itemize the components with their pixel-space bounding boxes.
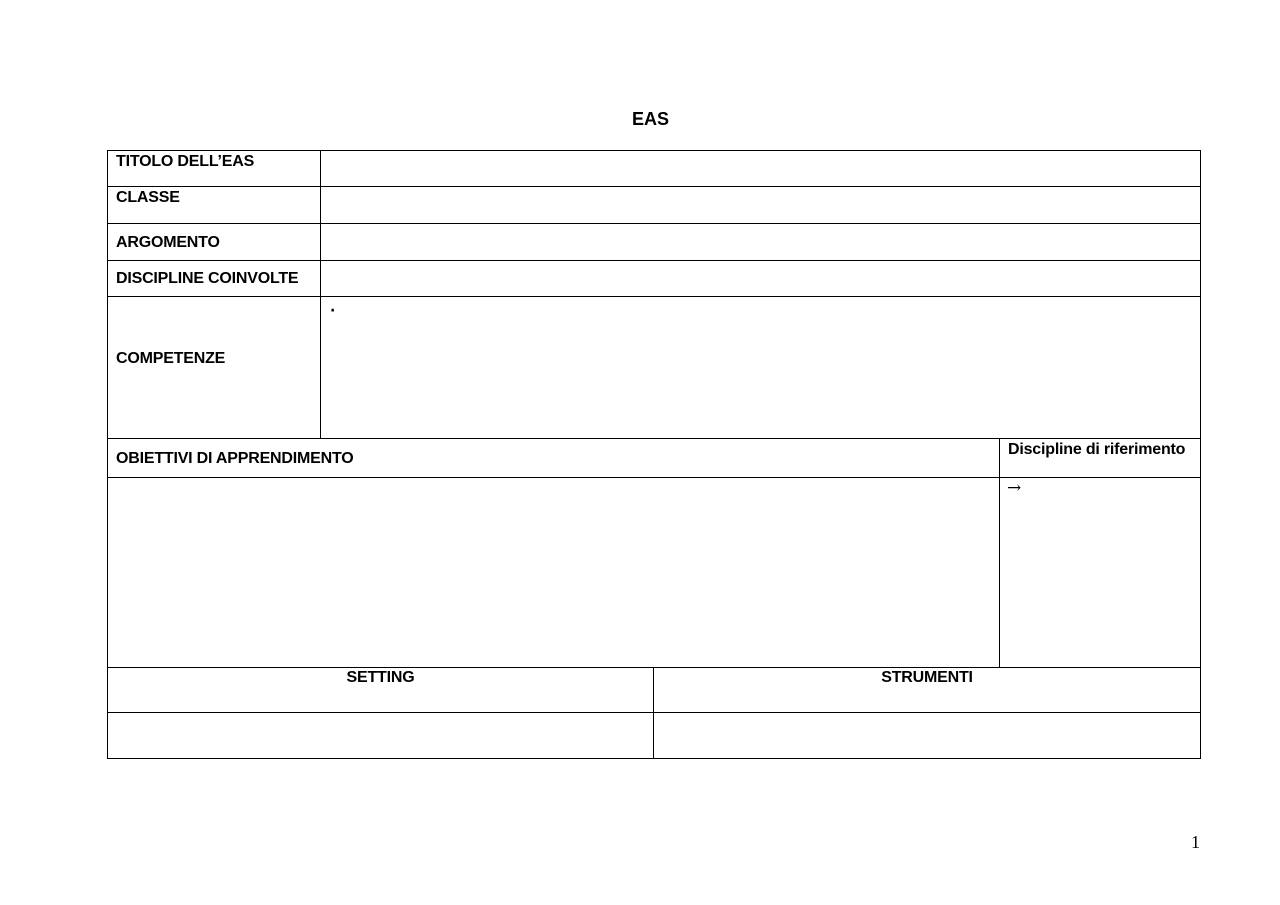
arrow-icon: → xyxy=(1007,478,1022,498)
obiettivi-label: OBIETTIVI DI APPRENDIMENTO xyxy=(116,450,354,467)
titolo-label: TITOLO DELL’EAS xyxy=(116,153,255,170)
discipline-coinvolte-field[interactable] xyxy=(321,261,1200,296)
row-divider xyxy=(107,438,1201,439)
argomento-label: ARGOMENTO xyxy=(116,234,220,251)
competenze-field[interactable] xyxy=(321,297,1200,438)
setting-label: SETTING xyxy=(346,669,415,686)
strumenti-label: STRUMENTI xyxy=(881,669,973,686)
discipline-riferimento-label: Discipline di riferimento xyxy=(1008,441,1186,458)
classe-field[interactable] xyxy=(321,187,1200,223)
document-title: EAS xyxy=(631,109,669,129)
competenze-bullet: · xyxy=(330,303,336,319)
titolo-field[interactable] xyxy=(321,151,1200,186)
discipline-coinvolte-label: DISCIPLINE COINVOLTE xyxy=(116,270,299,287)
competenze-label: COMPETENZE xyxy=(116,350,226,367)
obiettivi-field[interactable] xyxy=(108,478,999,667)
page-number: 1 xyxy=(1191,832,1200,852)
setting-field[interactable] xyxy=(108,713,653,758)
discipline-riferimento-field[interactable] xyxy=(1000,478,1200,667)
classe-label: CLASSE xyxy=(116,189,180,206)
strumenti-field[interactable] xyxy=(654,713,1200,758)
argomento-field[interactable] xyxy=(321,224,1200,260)
